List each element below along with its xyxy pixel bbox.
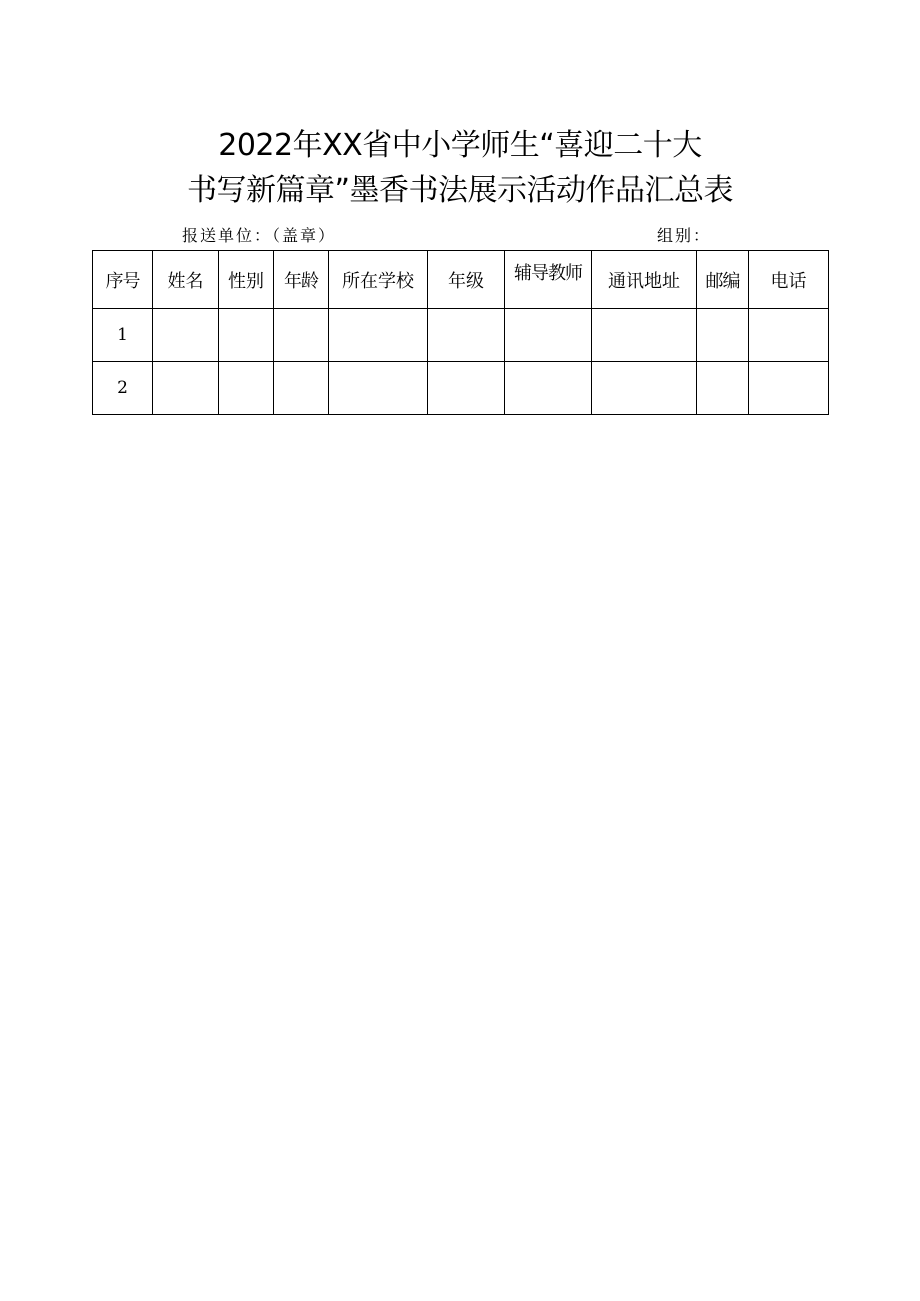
cell-teacher[interactable]	[505, 309, 592, 362]
header-postcode: 邮编	[697, 251, 749, 309]
cell-grade[interactable]	[428, 362, 505, 415]
table-header-row	[93, 251, 829, 309]
header-gender: 性别	[219, 251, 274, 309]
row-seq: 1	[93, 309, 153, 362]
cell-age[interactable]	[274, 362, 329, 415]
cell-gender[interactable]	[219, 362, 274, 415]
row-seq: 2	[93, 362, 153, 415]
group-label: 组别：	[657, 226, 712, 245]
header-age: 年龄	[274, 251, 329, 309]
table-row	[93, 309, 829, 362]
cell-postcode[interactable]	[697, 362, 749, 415]
cell-age[interactable]	[274, 309, 329, 362]
submitting-unit-label: 报送单位：（盖章）	[182, 226, 337, 245]
cell-gender[interactable]	[219, 309, 274, 362]
cell-name[interactable]	[153, 362, 219, 415]
header-address: 通讯地址	[592, 251, 697, 309]
cell-school[interactable]	[329, 309, 428, 362]
cell-grade[interactable]	[428, 309, 505, 362]
cell-phone[interactable]	[749, 362, 829, 415]
summary-table	[92, 250, 829, 415]
cell-postcode[interactable]	[697, 309, 749, 362]
header-seq: 序号	[93, 251, 153, 309]
cell-name[interactable]	[153, 309, 219, 362]
header-school: 所在学校	[329, 251, 428, 309]
table-row	[93, 362, 829, 415]
cell-school[interactable]	[329, 362, 428, 415]
header-phone: 电话	[749, 251, 829, 309]
cell-phone[interactable]	[749, 309, 829, 362]
header-name: 姓名	[153, 251, 219, 309]
cell-address[interactable]	[592, 362, 697, 415]
title-line-1: 2022年XX省中小学师生“喜迎二十大	[218, 128, 702, 163]
cell-teacher[interactable]	[505, 362, 592, 415]
cell-address[interactable]	[592, 309, 697, 362]
title-line-2: 书写新篇章”墨香书法展示活动作品汇总表	[186, 173, 734, 208]
header-grade: 年级	[428, 251, 505, 309]
header-teacher: 辅导教师	[505, 251, 592, 309]
